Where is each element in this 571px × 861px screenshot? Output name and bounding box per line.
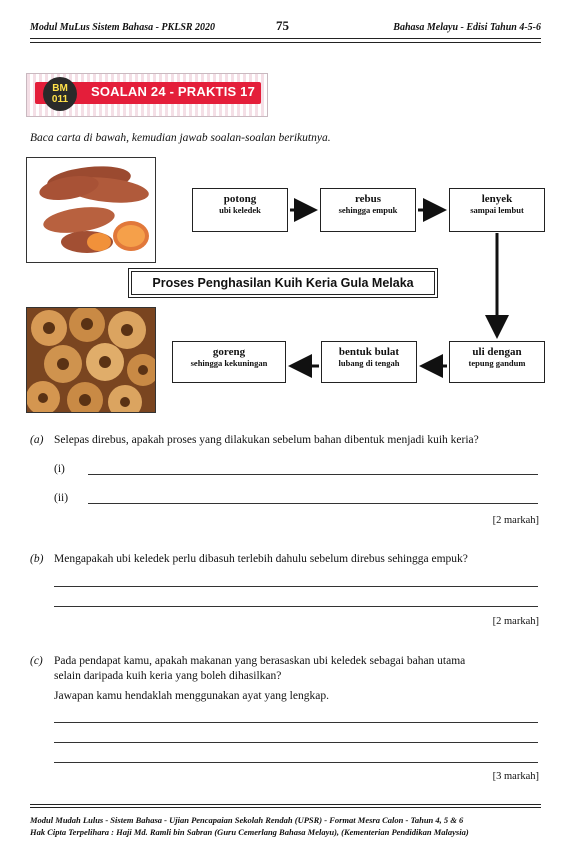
step-sub: sampai lembut — [470, 205, 524, 215]
step-sub: sehingga empuk — [338, 205, 398, 215]
instruction: Baca carta di bawah, kemudian jawab soalan-soalan berikutnya. — [30, 132, 331, 144]
question-a-label: (a) — [30, 434, 44, 446]
step-sub: ubi keledek — [219, 205, 261, 215]
answer-line[interactable] — [88, 474, 538, 475]
answer-line[interactable] — [54, 606, 538, 607]
question-b-text: Mengapakah ubi keledek perlu dibasuh terlebih dahulu sebelum direbus sehingga empuk? — [54, 553, 468, 565]
step-main: rebus — [354, 193, 382, 205]
footer-rule — [30, 804, 541, 805]
flow-title: Proses Penghasilan Kuih Keria Gula Melaka — [131, 271, 435, 295]
question-c-marks: [3 markah] — [492, 771, 539, 782]
step-sub: lubang di tengah — [338, 358, 400, 368]
question-b-label: (b) — [30, 553, 44, 565]
question-c-label: (c) — [30, 655, 43, 667]
step-main: goreng — [212, 346, 246, 358]
step-main: lenyek — [481, 193, 513, 205]
step-main: uli dengan — [472, 346, 522, 358]
page-number: 75 — [276, 18, 289, 33]
question-c-text-3: Jawapan kamu hendaklah menggunakan ayat yang lengkap. — [54, 690, 329, 702]
question-c-text-1: Pada pendapat kamu, apakah makanan yang berasaskan ubi keledek sebagai bahan utama — [54, 655, 466, 667]
flow-arrows — [0, 0, 571, 430]
question-a-sub1: (i) — [54, 463, 65, 475]
step-sub: tepung gandum — [468, 358, 526, 368]
question-a-text: Selepas direbus, apakah proses yang dilakukan sebelum bahan dibentuk menjadi kuih keria? — [54, 434, 479, 446]
answer-line[interactable] — [54, 722, 538, 723]
step-sub: sehingga kekuningan — [190, 358, 268, 368]
footer-rule-thick — [30, 807, 541, 808]
question-c-text-2: selain daripada kuih keria yang boleh dihasilkan? — [54, 670, 282, 682]
question-b-marks: [2 markah] — [492, 616, 539, 627]
badge-line-2: 011 — [51, 94, 69, 105]
answer-line[interactable] — [54, 586, 538, 587]
header-right: Bahasa Melayu - Edisi Tahun 4-5-6 — [393, 22, 541, 33]
footer-line-1: Modul Mudah Lulus - Sistem Bahasa - Ujian Pencapaian Sekolah Rendah (UPSR) - Format Mesra Calon - Tahun 4, 5 & 6 — [30, 815, 464, 825]
question-a-sub2: (ii) — [54, 492, 69, 504]
badge-line-1: BM — [52, 83, 68, 94]
step-main: potong — [223, 193, 257, 205]
answer-line[interactable] — [88, 503, 538, 504]
banner-title: SOALAN 24 - PRAKTIS 17 — [91, 84, 256, 99]
footer-line-2: Hak Cipta Terpelihara : Haji Md. Ramli bin Sabran (Guru Cemerlang Bahasa Melayu), (Kementerian Pendidikan Malaysia) — [30, 827, 469, 837]
flow-title-box — [128, 268, 438, 298]
question-a-marks: [2 markah] — [492, 515, 539, 526]
answer-line[interactable] — [54, 762, 538, 763]
answer-line[interactable] — [54, 742, 538, 743]
header-left: Modul MuLus Sistem Bahasa - PKLSR 2020 — [30, 22, 216, 33]
step-main: bentuk bulat — [338, 346, 400, 358]
